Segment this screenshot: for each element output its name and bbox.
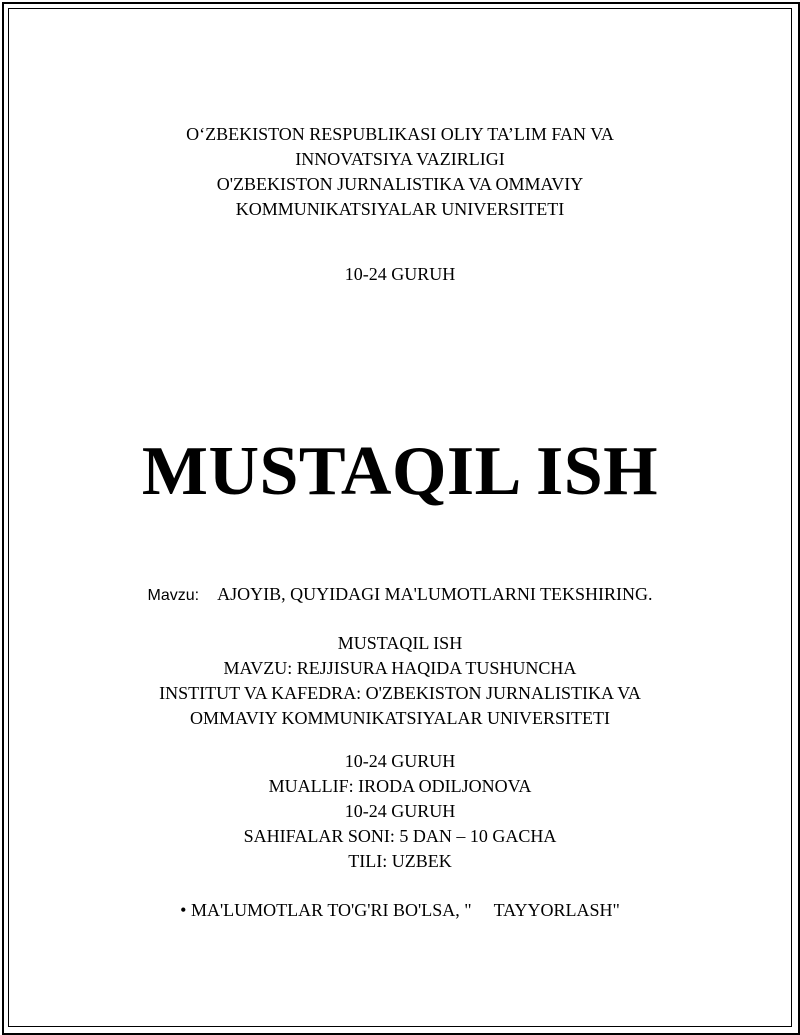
details-line: TILI: UZBEK (348, 851, 452, 871)
group-text: 10-24 GURUH (344, 264, 456, 284)
bullet-text-b: TAYYORLASH" (493, 900, 620, 920)
topic-value: AJOYIB, QUYIDAGI MA'LUMOTLARNI TEKSHIRING. (217, 584, 653, 604)
details-line: OMMAVIY KOMMUNIKATSIYALAR UNIVERSITETI (190, 708, 610, 728)
ministry-header (0, 122, 800, 222)
topic-row (0, 582, 800, 608)
bullet-item (0, 898, 800, 923)
details-line: MAVZU: REJJISURA HAQIDA TUSHUNCHA (223, 658, 577, 678)
details-line: MUALLIF: IRODA ODILJONOVA (268, 776, 532, 796)
header-line: O‘ZBEKISTON RESPUBLIKASI OLIY TA’LIM FAN VA (186, 124, 614, 144)
details-line: INSTITUT VA KAFEDRA: O'ZBEKISTON JURNALISTIKA VA (159, 683, 641, 703)
bullet-icon: • (180, 900, 187, 920)
header-line: O'ZBEKISTON JURNALISTIKA VA OMMAVIY (216, 174, 584, 194)
details-line: SAHIFALAR SONI: 5 DAN – 10 GACHA (243, 826, 557, 846)
details-block-1 (0, 631, 800, 731)
topic-label: Mavzu: (147, 587, 200, 604)
document-title: MUSTAQIL ISH (141, 433, 659, 510)
bullet-text-a: MA'LUMOTLAR TO'G'RI BO'LSA, " (190, 900, 472, 920)
details-block-2 (0, 749, 800, 874)
header-line: KOMMUNIKATSIYALAR UNIVERSITETI (235, 199, 565, 219)
details-line: MUSTAQIL ISH (337, 633, 463, 653)
header-line: INNOVATSIYA VAZIRLIGI (295, 149, 505, 169)
details-line: 10-24 GURUH (344, 751, 456, 771)
details-line: 10-24 GURUH (344, 801, 456, 821)
group-label (0, 262, 800, 287)
